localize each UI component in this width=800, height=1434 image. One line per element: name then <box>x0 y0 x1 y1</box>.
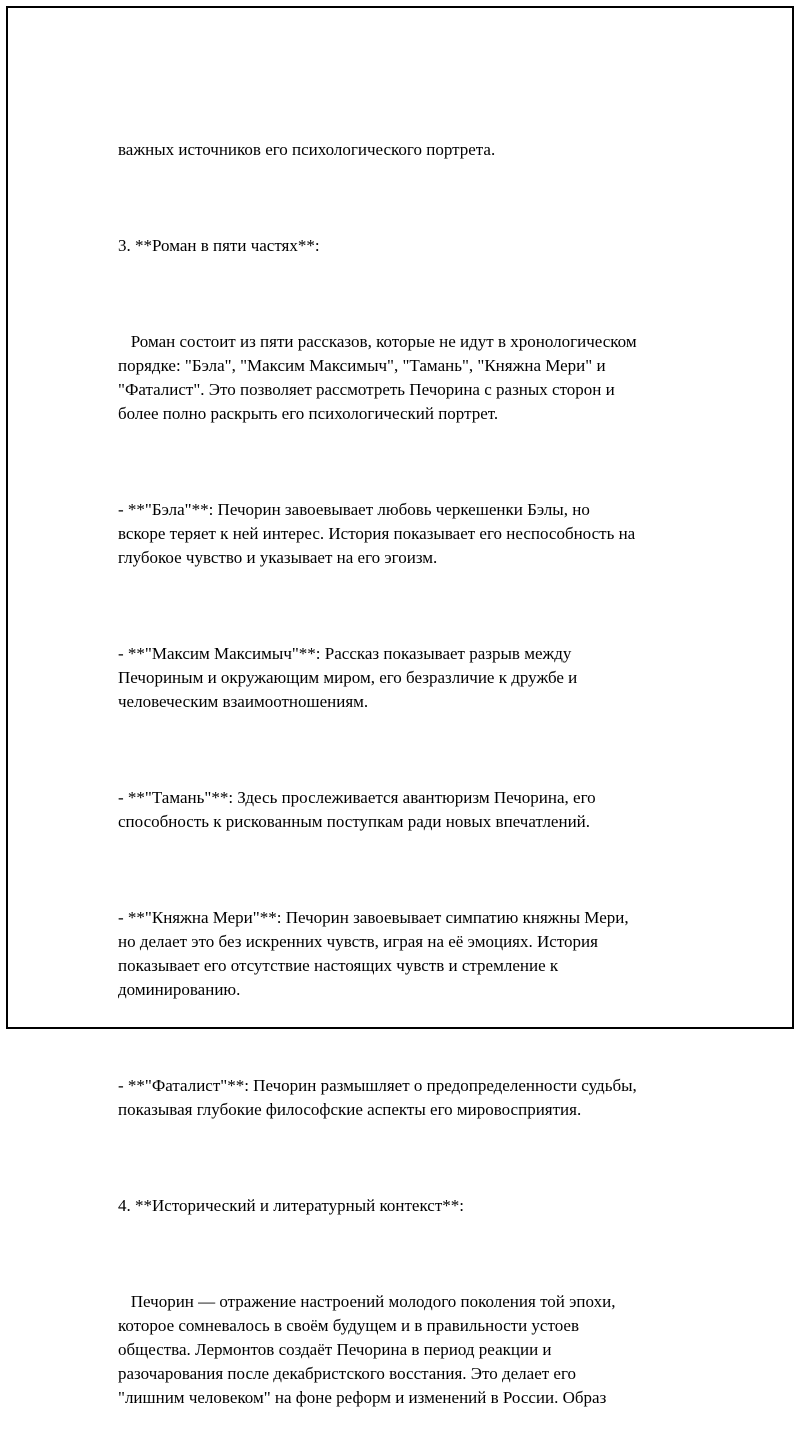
text-line: 4. **Исторический и литературный контекст**: <box>118 1196 464 1215</box>
text-line: человеческим взаимоотношениям. <box>118 692 369 711</box>
list-item-bela <box>118 498 708 570</box>
paragraph-historical-context <box>118 1290 708 1410</box>
text-line: Печорин — отражение настроений молодого поколения той эпохи, <box>118 1292 616 1311</box>
list-item-taman <box>118 786 708 834</box>
list-item-knyazhna-meri <box>118 906 708 1002</box>
text-line: глубокое чувство и указывает на его эгоизм. <box>118 548 438 567</box>
text-line: доминированию. <box>118 980 241 999</box>
text-line: Роман состоит из пяти рассказов, которые не идут в хронологическом <box>118 332 637 351</box>
section-heading-historical-context <box>118 1194 708 1218</box>
text-line: более полно раскрыть его психологический портрет. <box>118 404 499 423</box>
list-item-fatalist <box>118 1074 708 1122</box>
text-line: способность к рискованным поступкам ради новых впечатлений. <box>118 812 591 831</box>
text-line: вскоре теряет к ней интерес. История показывает его неспособность на <box>118 524 636 543</box>
text-line: - **"Княжна Мери"**: Печорин завоевывает симпатию княжны Мери, <box>118 908 629 927</box>
text-line: важных источников его психологического портрета. <box>118 140 496 159</box>
paragraph-novel-structure <box>118 330 708 426</box>
text-line: порядке: "Бэла", "Максим Максимыч", "Тамань", "Княжна Мери" и <box>118 356 606 375</box>
list-item-maksim-maksimych <box>118 642 708 714</box>
text-line: но делает это без искренних чувств, играя на её эмоциях. История <box>118 932 598 951</box>
text-line: - **"Максим Максимыч"**: Рассказ показывает разрыв между <box>118 644 572 663</box>
text-line: общества. Лермонтов создаёт Печорина в период реакции и <box>118 1340 552 1359</box>
section-heading-novel-parts <box>118 234 708 258</box>
text-line: - **"Тамань"**: Здесь прослеживается авантюризм Печорина, его <box>118 788 596 807</box>
paragraph-intro-tail <box>118 138 708 162</box>
text-line: "лишним человеком" на фоне реформ и изменений в России. Образ <box>118 1388 607 1407</box>
text-line: Печориным и окружающим миром, его безразличие к дружбе и <box>118 668 578 687</box>
text-line: 3. **Роман в пяти частях**: <box>118 236 320 255</box>
text-line: показывает его отсутствие настоящих чувств и стремление к <box>118 956 559 975</box>
text-line: - **"Бэла"**: Печорин завоевывает любовь черкешенки Бэлы, но <box>118 500 590 519</box>
text-line: "Фаталист". Это позволяет рассмотреть Печорина с разных сторон и <box>118 380 615 399</box>
document-body <box>118 90 708 1434</box>
text-line: разочарования после декабристского восстания. Это делает его <box>118 1364 577 1383</box>
text-line: показывая глубокие философские аспекты его мировосприятия. <box>118 1100 582 1119</box>
text-line: - **"Фаталист"**: Печорин размышляет о предопределенности судьбы, <box>118 1076 637 1095</box>
text-line: которое сомневалось в своём будущем и в правильности устоев <box>118 1316 579 1335</box>
